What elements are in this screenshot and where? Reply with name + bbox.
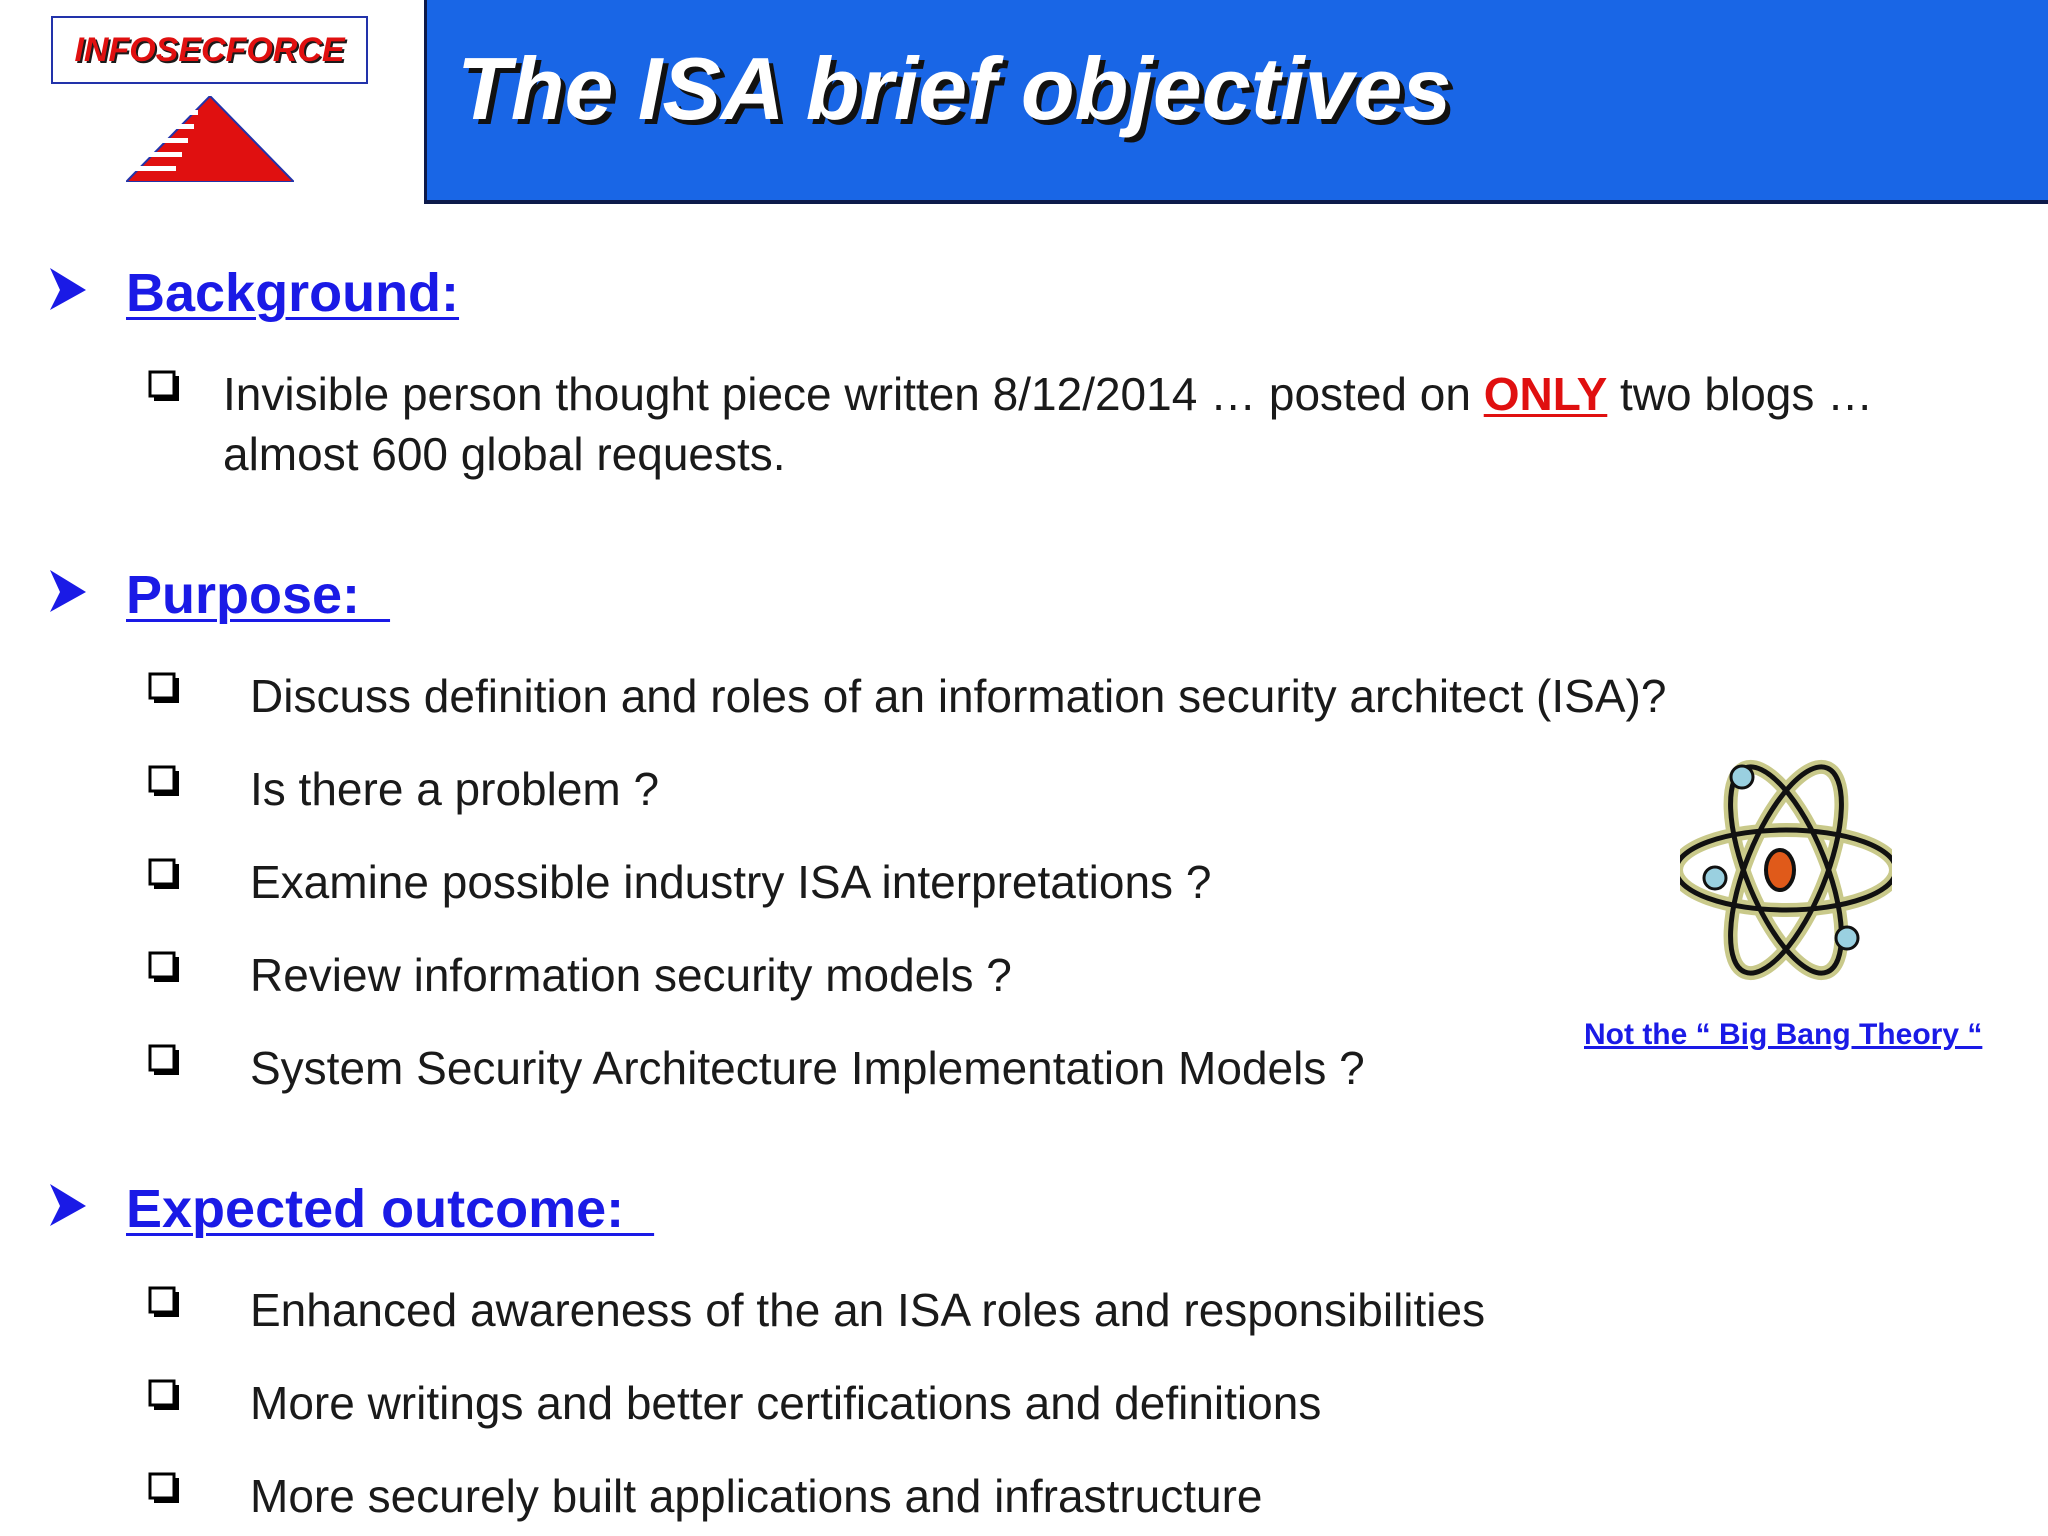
section-heading-background[interactable]: Background: xyxy=(126,263,460,323)
atom-icon xyxy=(1680,745,1892,995)
arrowhead-icon xyxy=(48,266,88,312)
checkbox-icon xyxy=(148,672,180,704)
bullet-text: Discuss definition and roles of an information security architect (ISA)? xyxy=(250,670,1667,722)
bullet-text: Review information security models ? xyxy=(250,949,1012,1001)
arrowhead-icon xyxy=(48,568,88,614)
bullet-text: Is there a problem ? xyxy=(250,763,660,815)
checkbox-icon xyxy=(148,858,180,890)
bullet-text-after: two blogs … almost 600 global requests. xyxy=(223,368,1874,480)
bullet-text-background xyxy=(223,364,2013,484)
slide-title: The ISA brief objectives xyxy=(457,39,1452,138)
section-heading-purpose[interactable]: Purpose: xyxy=(126,565,391,625)
checkbox-icon xyxy=(148,1044,180,1076)
checkbox-icon xyxy=(148,951,180,983)
arrowhead-icon xyxy=(48,1182,88,1228)
image-caption-link[interactable]: Not the “ Big Bang Theory “ xyxy=(1584,1018,1983,1051)
checkbox-icon xyxy=(148,1286,180,1318)
bullet-text: More writings and better certifications and definitions xyxy=(250,1377,1322,1429)
logo-emblem-icon xyxy=(126,96,294,182)
bullet-text: Examine possible industry ISA interpretations ? xyxy=(250,856,1212,908)
title-banner xyxy=(424,0,2048,204)
bullet-text: More securely built applications and infrastructure xyxy=(250,1470,1263,1522)
checkbox-icon xyxy=(148,370,180,402)
logo xyxy=(51,16,368,84)
bullet-text-before: Invisible person thought piece written 8/12/2014 … posted on xyxy=(223,368,1484,420)
emphasis-only: ONLY xyxy=(1483,368,1608,420)
checkbox-icon xyxy=(148,1472,180,1504)
checkbox-icon xyxy=(148,1379,180,1411)
bullet-text: System Security Architecture Implementation Models ? xyxy=(250,1042,1365,1094)
logo-text: INFOSECFORCE xyxy=(74,30,345,69)
bullet-text: Enhanced awareness of the an ISA roles and responsibilities xyxy=(250,1284,1486,1336)
checkbox-icon xyxy=(148,765,180,797)
section-heading-expected-outcome[interactable]: Expected outcome: xyxy=(126,1179,655,1239)
